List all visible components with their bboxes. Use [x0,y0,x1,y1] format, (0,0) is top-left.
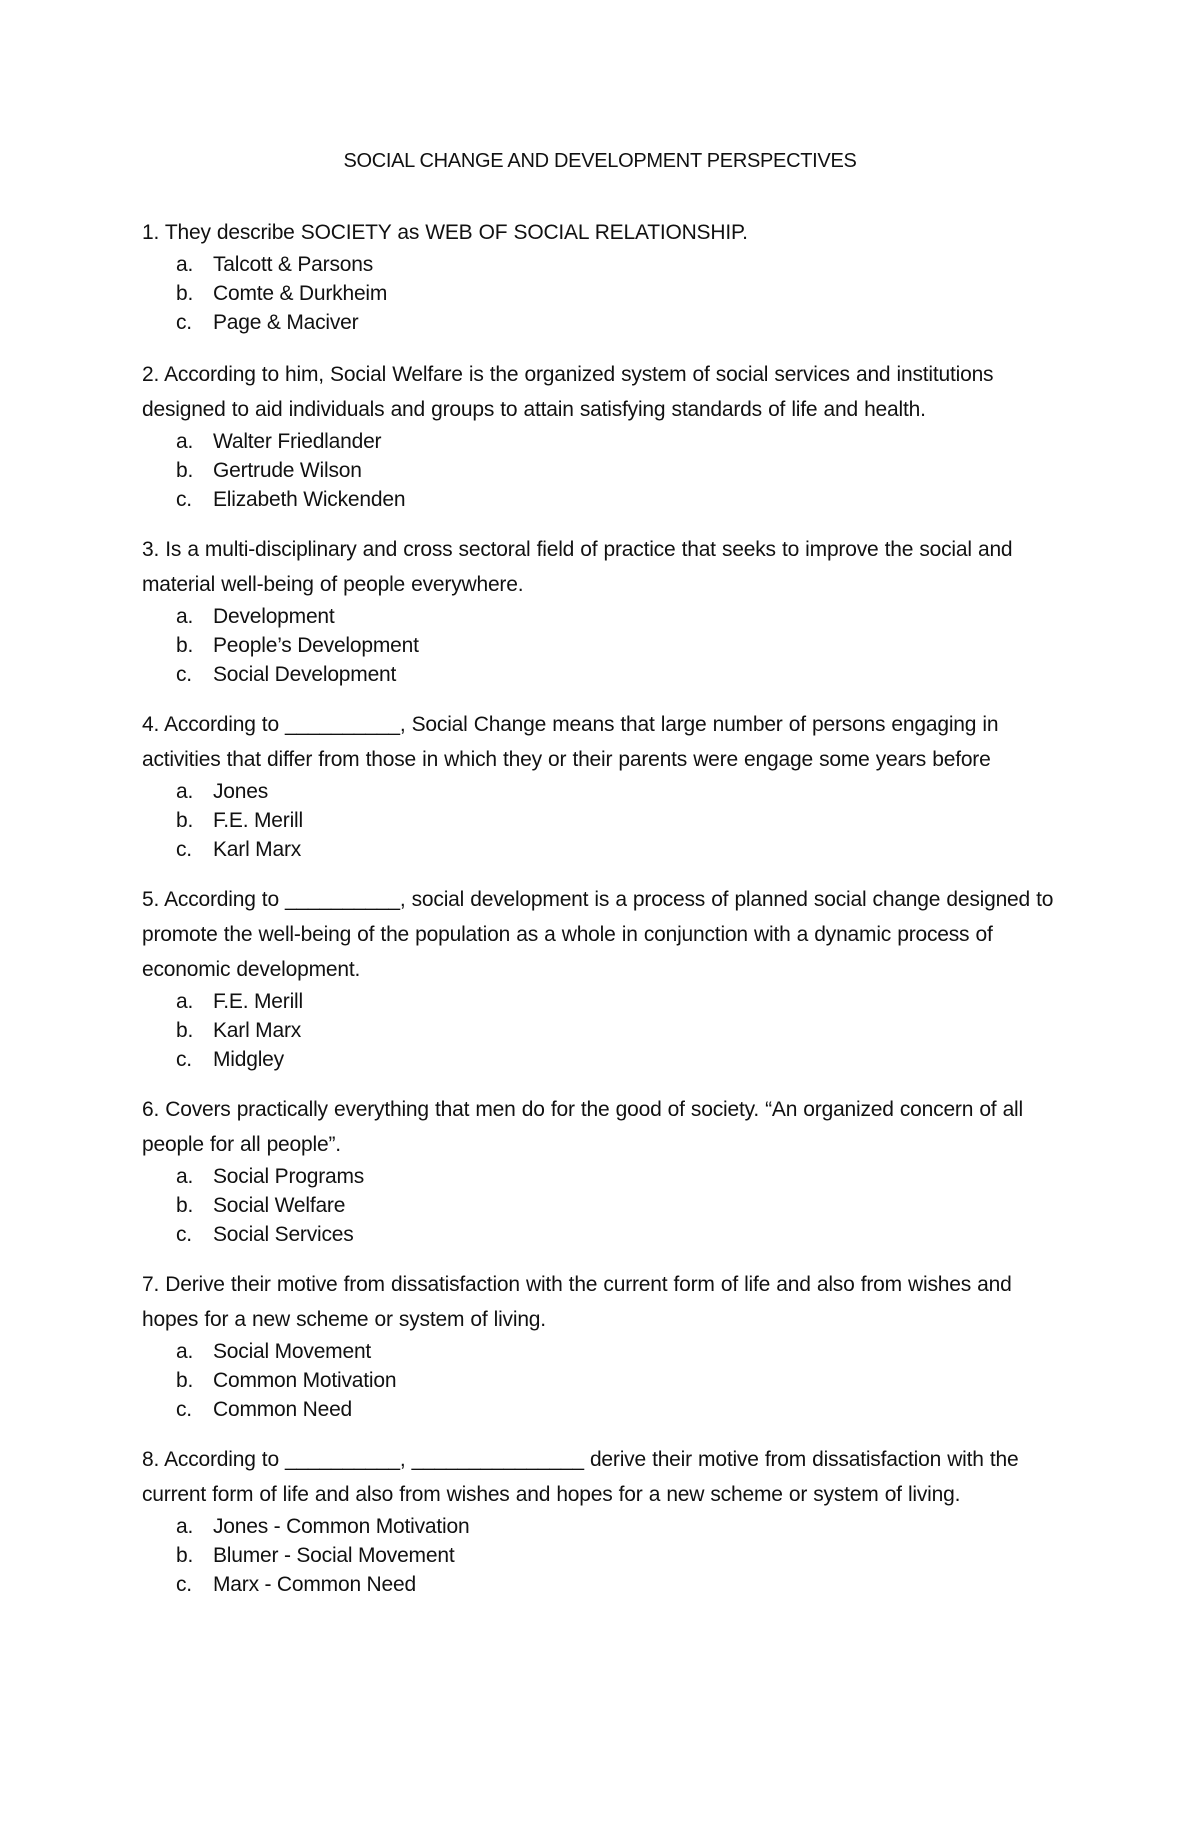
question-6 [142,1092,1062,1249]
option-c [142,308,1062,337]
option-b [142,1016,1062,1045]
question-2 [142,357,1062,514]
option-text: Page & Maciver [213,311,359,334]
question-text: 5. According to __________, social development is a process of planned social change designed to promote the well-being of the population as a whole in conjunction with a dynamic process of economic development. [142,888,1054,981]
option-text: Social Movement [213,1340,372,1363]
option-letter: b. [176,282,194,305]
option-b [142,631,1062,660]
option-list [142,427,1062,514]
option-b [142,456,1062,485]
option-letter: c. [176,838,192,861]
question-8 [142,1442,1062,1599]
option-text: Elizabeth Wickenden [213,488,406,511]
option-letter: a. [176,1340,194,1363]
option-c [142,1220,1062,1249]
option-text: People’s Development [213,634,419,657]
option-text: Walter Friedlander [213,430,382,453]
option-letter: b. [176,1369,194,1392]
option-letter: b. [176,809,194,832]
question-5 [142,882,1062,1074]
option-list [142,1162,1062,1249]
option-a [142,1512,1062,1541]
question-text: 8. According to __________, _______________ derive their motive from dissatisfaction with the current form of life and also from wishes and hopes for a new scheme or system of living. [142,1448,1019,1506]
option-a [142,1162,1062,1191]
question-text: 4. According to __________, Social Change means that large number of persons engaging in activities that differ from those in which they or their parents were engage some years before [142,713,999,771]
question-text: 7. Derive their motive from dissatisfaction with the current form of life and also from wishes and hopes for a new scheme or system of living. [142,1273,1012,1331]
option-a [142,250,1062,279]
option-letter: c. [176,488,192,511]
option-letter: c. [176,1398,192,1421]
option-letter: b. [176,459,194,482]
option-a [142,777,1062,806]
option-letter: b. [176,1019,194,1042]
option-text: Social Programs [213,1165,365,1188]
option-list [142,777,1062,864]
option-a [142,602,1062,631]
option-a [142,1337,1062,1366]
option-text: Marx - Common Need [213,1573,416,1596]
option-a [142,987,1062,1016]
option-text: Social Services [213,1223,354,1246]
option-letter: c. [176,663,192,686]
option-list [142,1337,1062,1424]
option-a [142,427,1062,456]
option-letter: c. [176,311,192,334]
option-b [142,806,1062,835]
option-text: Jones [213,780,269,803]
option-text: Karl Marx [213,1019,302,1042]
option-text: Jones - Common Motivation [213,1515,470,1538]
option-text: Talcott & Parsons [213,253,374,276]
option-text: Blumer - Social Movement [213,1544,455,1567]
option-b [142,1541,1062,1570]
question-1 [142,215,1062,337]
option-list [142,987,1062,1074]
option-c [142,485,1062,514]
option-c [142,1395,1062,1424]
option-text: Comte & Durkheim [213,282,388,305]
option-list [142,602,1062,689]
option-text: F.E. Merill [213,809,303,832]
option-letter: a. [176,605,194,628]
question-text: 3. Is a multi-disciplinary and cross sectoral field of practice that seeks to improve the social and material well-being of people everywhere. [142,538,1013,596]
option-text: Social Development [213,663,397,686]
option-b [142,1366,1062,1395]
option-letter: a. [176,430,194,453]
question-4 [142,707,1062,864]
option-list [142,250,1062,337]
option-letter: c. [176,1223,192,1246]
option-text: Karl Marx [213,838,302,861]
option-letter: b. [176,1544,194,1567]
option-text: Development [213,605,335,628]
option-letter: b. [176,1194,194,1217]
option-text: Gertrude Wilson [213,459,362,482]
option-letter: b. [176,634,194,657]
option-letter: a. [176,990,194,1013]
option-list [142,1512,1062,1599]
question-7 [142,1267,1062,1424]
option-c [142,660,1062,689]
option-letter: c. [176,1048,192,1071]
option-letter: c. [176,1573,192,1596]
question-3 [142,532,1062,689]
option-letter: a. [176,780,194,803]
option-letter: a. [176,1165,194,1188]
option-b [142,1191,1062,1220]
option-text: Common Need [213,1398,353,1421]
option-letter: a. [176,253,194,276]
option-c [142,1570,1062,1599]
document-title: SOCIAL CHANGE AND DEVELOPMENT PERSPECTIVES [343,150,857,172]
option-text: Midgley [213,1048,284,1071]
option-b [142,279,1062,308]
option-text: Social Welfare [213,1194,346,1217]
question-text: 1. They describe SOCIETY as WEB OF SOCIAL RELATIONSHIP. [142,221,748,244]
option-text: Common Motivation [213,1369,397,1392]
option-letter: a. [176,1515,194,1538]
option-text: F.E. Merill [213,990,303,1013]
option-c [142,835,1062,864]
option-c [142,1045,1062,1074]
question-text: 2. According to him, Social Welfare is the organized system of social services and institutions designed to aid individuals and groups to attain satisfying standards of life and health. [142,363,994,421]
question-text: 6. Covers practically everything that men do for the good of society. “An organized concern of all people for all people”. [142,1098,1023,1156]
